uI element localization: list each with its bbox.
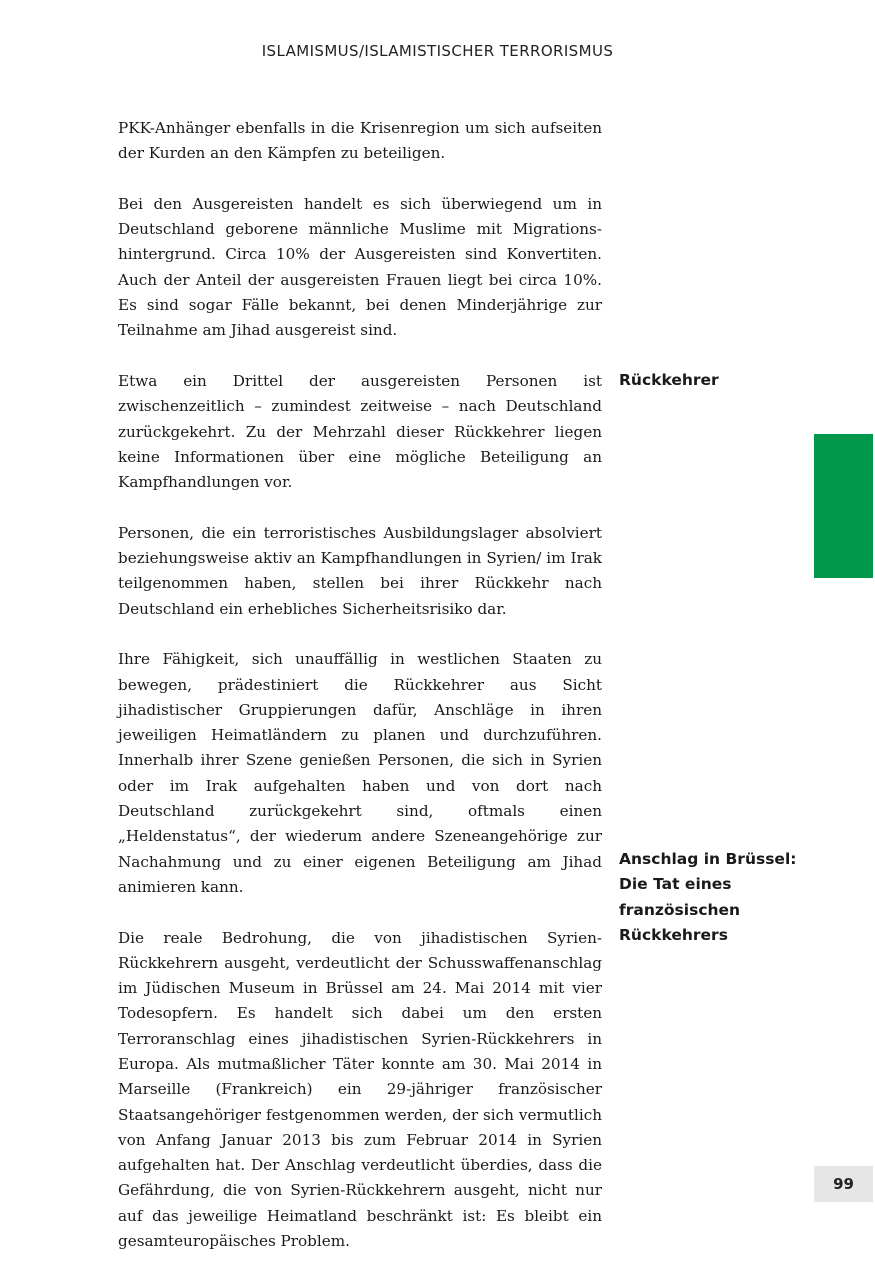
margin-note-rueckkehrer bbox=[619, 368, 819, 393]
paragraph-2: Bei den Ausgereisten handelt es sich überwiegend um in Deutschland geborene männliche Muslime mit Migrationshintergrund. Circa 10% der Ausgereisten sind Konvertiten. Auch der Anteil der ausgereisten Frauen liegt bei circa 10%. Es sind sogar Fälle bekannt, bei denen Minderjährige zur Teilnahme am Jihad ausgereist sind. bbox=[118, 194, 602, 340]
paragraph-4: Personen, die ein terroristisches Ausbildungslager absolviert beziehungsweise aktiv an Kampfhandlungen in Syrien/ im Irak teilgenommen haben, stellen bei ihrer Rückkehr nach Deutschland ein erhebliches Sicherheitsrisiko dar. bbox=[118, 523, 602, 618]
margin-note-anschlag-line-4: Rückkehrers bbox=[619, 925, 728, 944]
paragraph-5: Ihre Fähigkeit, sich unauffällig in westlichen Staaten zu bewegen, prädestiniert die Rückkehrer aus Sicht jihadistischer Gruppierungen dafür, Anschläge in ihren jeweiligen Heimatländern zu planen und durchzuführen. Innerhalb ihrer Szene genießen Personen, die sich in Syrien oder im Irak aufgehalten haben und von dort nach Deutschland zurückgekehrt sind, oftmals einen „Heldenstatus“, der wiederum andere Szeneangehörige zur Nachahmung und zu einer eigenen Beteiligung am Jihad animieren kann. bbox=[118, 650, 602, 896]
page-number: 99 bbox=[833, 1175, 854, 1193]
section-tab bbox=[814, 434, 873, 578]
body-text bbox=[118, 116, 602, 1280]
margin-note-anschlag bbox=[619, 847, 819, 948]
paragraph-1: PKK-Anhänger ebenfalls in die Krisenregion um sich aufseiten der Kurden an den Kämpfen zu beteiligen. bbox=[118, 119, 602, 163]
margin-note-anschlag-line-1: Anschlag in Brüssel: bbox=[619, 850, 797, 868]
paragraph-3: Etwa ein Drittel der ausgereisten Personen ist zwischenzeitlich – zumindest zeitweise – nach Deutschland zurückgekehrt. Zu der Mehrzahl dieser Rückkehrer liegen keine Informationen über eine mögliche Beteiligung an Kampfhandlungen vor. bbox=[118, 371, 602, 492]
running-head: ISLAMISMUS/ISLAMISTISCHER TERRORISMUS bbox=[261, 42, 614, 60]
page-number-box bbox=[814, 1166, 873, 1202]
margin-note-rueckkehrer-text: Rückkehrer bbox=[619, 371, 719, 389]
margin-note-anschlag-line-2: Die Tat eines bbox=[619, 875, 732, 894]
margin-note-anschlag-line-3: französischen bbox=[619, 900, 741, 919]
paragraph-6: Die reale Bedrohung, die von jihadistischen Syrien-Rückkehrern ausgeht, verdeutlicht der Schusswaffenanschlag im Jüdischen Museum in Brüssel am 24. Mai 2014 mit vier Todesopfern. Es handelt sich dabei um den ersten Terroranschlag eines jihadistischen Syrien-Rückkehrers in Europa. Als mutmaßlicher Täter konnte am 30. Mai 2014 in Marseille (Frankreich) ein 29-jähriger französischer Staatsangehöriger festgenommen werden, der sich vermutlich von Anfang Januar 2013 bis zum Februar 2014 in Syrien aufgehalten hat. Der Anschlag verdeutlicht überdies, dass die Gefährdung, die von Syrien-Rückkehrern ausgeht, nicht nur auf das jeweilige Heimatland beschränkt ist: Es bleibt ein gesamteuropäisches Problem. bbox=[118, 928, 602, 1251]
